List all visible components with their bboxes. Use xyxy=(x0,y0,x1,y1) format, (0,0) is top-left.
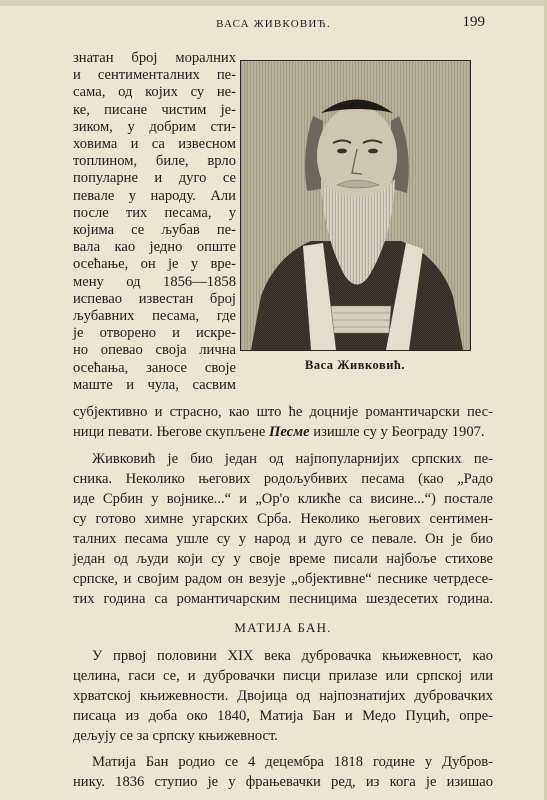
body-line: ке, писане чистим је- xyxy=(73,101,236,118)
body-line: иде Србин у војнике...“ и „Ор'о кликће са висине...“) постале xyxy=(73,491,493,507)
body-line: су готово химне угарских Срба. Неколико његових сентимен- xyxy=(73,511,493,527)
body-line: мену од 1856—1858 xyxy=(73,273,236,290)
body-line: вала као једно опште xyxy=(73,239,236,256)
body-line: но опевао своја лична xyxy=(73,342,236,359)
body-line: У првој половини XIX века дубровачка књижевност, као xyxy=(92,648,493,664)
portrait-engraving xyxy=(241,61,470,350)
body-line: субјективно и страсно, као што ће доцније романтичарски пес- xyxy=(73,404,493,420)
body-line: је отворено и искре- xyxy=(73,325,236,342)
body-line: маште и чула, сасвим xyxy=(73,376,236,393)
body-line: сама, од којих су не- xyxy=(73,84,236,101)
body-line: хрватској књижевности. Двојица од најпознатијих дубровачких xyxy=(73,688,493,704)
body-text: ници певати. Његове скупљене xyxy=(73,424,270,440)
page-top-edge xyxy=(0,0,547,6)
body-line: српске, и својим радом он везује „објективне“ песнике четрдесе- xyxy=(73,571,493,587)
section-title: МАТИЈА БАН. xyxy=(234,620,332,635)
body-line: популарне и дуго се xyxy=(73,170,236,187)
body-line: зиком, у добрим сти- xyxy=(73,118,236,135)
body-line: нику. 1836 ступио је у фрањевачки ред, из кога је изишао xyxy=(73,774,493,790)
body-line: ховима и са извесном xyxy=(73,136,236,152)
running-head: ВАСА ЖИВКОВИЋ. xyxy=(216,18,331,30)
body-line: тих година са романтичарским песницима шездесетих година. xyxy=(73,591,493,607)
body-line: осећања, заносе своје xyxy=(73,359,236,376)
body-line: Матија Бан родио се 4 децембра 1818 године у Дубров- xyxy=(92,754,493,770)
body-line: топлином, биле, врло xyxy=(73,153,236,170)
page-number: 199 xyxy=(462,14,485,30)
body-line: осећање, он је у вре- xyxy=(73,256,236,273)
body-line: писаца из доба око 1840, Матија Бан и Медо Пуцић, опре- xyxy=(73,708,493,724)
body-line: знатан број моралних xyxy=(73,50,236,66)
body-line xyxy=(73,422,493,442)
body-line: којима се љубав пе- xyxy=(73,222,236,238)
body-line: љубавних песама, где xyxy=(73,308,236,324)
body-line: целина, гаси се, и дубровачки писци прилазе или српској или xyxy=(73,668,493,684)
portrait-image xyxy=(240,60,471,351)
body-line: и сентименталних пе- xyxy=(73,67,236,84)
body-line: дељују се за српску књижевност. xyxy=(73,728,278,744)
body-line: један од људи који су у своје време писали најбоље стихове xyxy=(73,551,493,567)
figure-caption: Васа Живковић. xyxy=(305,358,405,372)
body-line: испевао известан број xyxy=(73,290,236,307)
body-text: изишле су у Београду 1907. xyxy=(309,424,485,440)
body-line: сника. Неколико његових родољубивих песама (као „Радо xyxy=(73,471,493,487)
body-line: после тих песама, у xyxy=(73,204,236,221)
body-line: талних песама ушле су у народ и дуго се певале. Он је био xyxy=(73,531,493,547)
body-line: Живковић је био један од најпопуларнијих српских пе- xyxy=(92,451,493,467)
book-title: Песме xyxy=(269,424,310,440)
page-header xyxy=(0,14,547,36)
body-line: певале у народу. Али xyxy=(73,187,236,204)
